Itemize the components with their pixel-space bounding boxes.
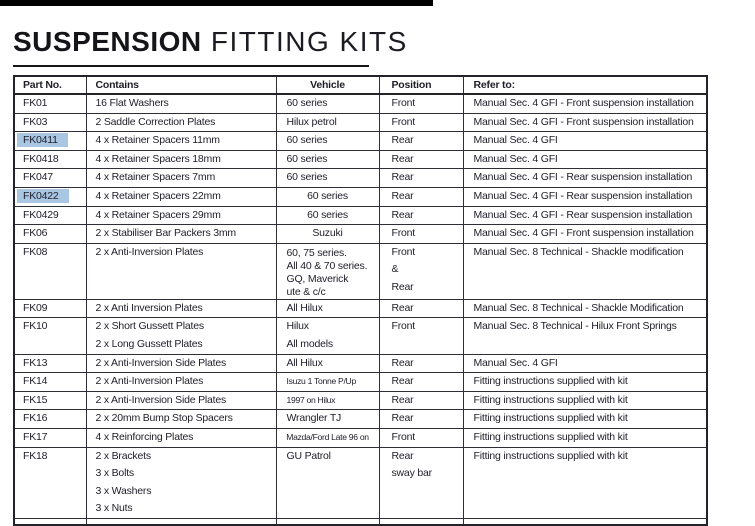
cell-line: Fitting instructions supplied with kit (473, 449, 628, 462)
part-no-text (15, 188, 86, 206)
cell-line: All Hilux (286, 301, 323, 314)
refer-to-cell (463, 187, 707, 206)
header-contains: Contains (86, 76, 276, 94)
refer-to-cell (463, 354, 707, 373)
part-no-text: FK0429 (23, 208, 59, 221)
part-no-text: FK10 (23, 320, 48, 333)
cell-line: 4 x Retainer Spacers 22mm (95, 189, 221, 202)
part-no-cell (14, 373, 86, 392)
table-row (14, 113, 707, 132)
part-no-cell (14, 187, 86, 206)
cell-line: 2 x Long Gussett Plates (95, 337, 203, 350)
table-row (14, 187, 707, 206)
vehicle-cell (276, 169, 379, 188)
vehicle-cell (276, 132, 379, 151)
cell-line: 2 Saddle Correction Plates (95, 115, 216, 128)
vehicle-cell (276, 410, 379, 429)
table-row (14, 410, 707, 429)
part-no-text: FK13 (23, 356, 48, 369)
header-refer-to: Refer to: (463, 76, 707, 94)
cell-line: Rear (391, 280, 414, 293)
part-no-cell (14, 410, 86, 429)
refer-to-cell (463, 447, 707, 518)
cell-line: Rear (391, 189, 414, 202)
contains-cell (86, 169, 276, 188)
cell-line: 2 x Anti Inversion Plates (95, 301, 203, 314)
vehicle-cell (276, 299, 379, 318)
cell-line: 2 x Brackets (95, 449, 151, 462)
empty-cell (86, 518, 276, 525)
cell-line: 60, 75 series. (286, 246, 347, 259)
part-no-text: FK08 (23, 245, 48, 258)
cell-line: Manual Sec. 4 GFI - Rear suspension installation (473, 189, 693, 202)
empty-cell (379, 518, 463, 525)
cell-line: 4 x Retainer Spacers 29mm (95, 208, 221, 221)
cell-line: Manual Sec. 4 GFI - Rear suspension installation (473, 208, 693, 221)
cell-line: ute & c/c (286, 285, 326, 298)
part-no-cell (14, 113, 86, 132)
cell-line: 4 x Retainer Spacers 18mm (95, 152, 221, 165)
vehicle-cell (276, 318, 379, 354)
page-title-bold: SUSPENSION (13, 26, 202, 57)
cell-line: Front (391, 115, 416, 128)
vehicle-cell (276, 354, 379, 373)
cell-line: Hilux petrol (286, 115, 337, 128)
cell-line: Rear (391, 208, 414, 221)
table-row (14, 428, 707, 447)
table-row (14, 150, 707, 169)
vehicle-cell (276, 94, 379, 113)
position-cell (379, 113, 463, 132)
contains-cell (86, 132, 276, 151)
cell-line: 3 x Bolts (95, 467, 134, 480)
part-no-text: FK047 (23, 171, 53, 184)
position-cell (379, 373, 463, 392)
vehicle-cell (276, 225, 379, 244)
cell-line: Front (391, 227, 416, 240)
cell-line: Front (391, 97, 416, 109)
part-no-text: FK01 (23, 97, 48, 109)
contains-cell (86, 447, 276, 518)
table-body (14, 94, 707, 525)
part-no-text: FK18 (23, 449, 48, 462)
cell-line: 60 series (286, 134, 328, 147)
cell-line: 4 x Reinforcing Plates (95, 430, 194, 443)
contains-cell (86, 410, 276, 429)
position-cell (379, 206, 463, 225)
top-black-bar (0, 0, 433, 6)
part-no-cell (14, 391, 86, 410)
cell-line: 4 x Retainer Spacers 7mm (95, 171, 215, 184)
table-row (14, 318, 707, 354)
cell-line: Front (391, 245, 416, 258)
empty-cell (463, 518, 707, 525)
contains-cell (86, 299, 276, 318)
cell-line: Suzuki (312, 227, 343, 240)
refer-to-cell (463, 299, 707, 318)
vehicle-cell (276, 113, 379, 132)
cell-line: 60 series (307, 208, 348, 221)
refer-to-cell (463, 150, 707, 169)
cell-line: 2 x Anti-Inversion Side Plates (95, 393, 227, 406)
contains-cell (86, 150, 276, 169)
refer-to-cell (463, 169, 707, 188)
cell-line: Rear (391, 134, 414, 147)
title-underline (13, 65, 369, 67)
part-no-cell (14, 447, 86, 518)
refer-to-cell (463, 318, 707, 354)
part-no-cell (14, 243, 86, 299)
position-cell (379, 299, 463, 318)
part-no-text: FK0418 (23, 152, 59, 165)
table-row (14, 132, 707, 151)
cell-line: Rear (391, 412, 414, 425)
cell-line: 60 series (307, 189, 348, 202)
page-title (13, 27, 755, 62)
cell-line: Rear (391, 301, 414, 314)
position-cell (379, 169, 463, 188)
cell-line: 60 series (286, 171, 328, 184)
refer-to-cell (463, 206, 707, 225)
table-row (14, 373, 707, 392)
cell-line: Rear (391, 375, 414, 388)
cell-line: Manual Sec. 8 Technical - Hilux Front Springs (473, 320, 677, 333)
refer-to-cell (463, 428, 707, 447)
cell-line: GU Patrol (286, 449, 331, 462)
cell-line: sway bar (391, 467, 432, 480)
cell-line: Manual Sec. 4 GFI - Front suspension installation (473, 227, 694, 240)
part-no-text: FK15 (23, 393, 48, 406)
cell-line: 60 series (286, 97, 328, 109)
vehicle-cell (276, 243, 379, 299)
cell-line: Rear (391, 152, 414, 165)
highlighted-part-no: FK0411 (17, 133, 68, 147)
refer-to-cell (463, 410, 707, 429)
contains-cell (86, 373, 276, 392)
table-row (14, 206, 707, 225)
table-row (14, 94, 707, 113)
vehicle-cell (276, 391, 379, 410)
cell-line: 60 series (286, 152, 328, 165)
position-cell (379, 410, 463, 429)
position-cell (379, 225, 463, 244)
cell-line: & (391, 263, 399, 276)
table-row (14, 447, 707, 518)
vehicle-cell (276, 373, 379, 392)
contains-cell (86, 428, 276, 447)
header-part-no: Part No. (14, 76, 86, 94)
vehicle-cell (276, 150, 379, 169)
cell-line: Fitting instructions supplied with kit (473, 393, 628, 406)
position-cell (379, 150, 463, 169)
header-vehicle: Vehicle (276, 76, 379, 94)
cell-line: 2 x Anti-Inversion Side Plates (95, 356, 227, 369)
part-no-text: FK17 (23, 430, 48, 443)
header-position: Position (379, 76, 463, 94)
cell-line: All 40 & 70 series. (286, 259, 368, 272)
refer-to-cell (463, 243, 707, 299)
cell-line: Manual Sec. 4 GFI - Front suspension installation (473, 115, 694, 128)
position-cell (379, 428, 463, 447)
contains-cell (86, 354, 276, 373)
refer-to-cell (463, 373, 707, 392)
fitting-kits-table (13, 75, 708, 526)
cell-line: Rear (391, 393, 414, 406)
cell-line: Manual Sec. 4 GFI (473, 152, 558, 165)
part-no-text: FK14 (23, 375, 48, 388)
cell-line: Manual Sec. 4 GFI (473, 134, 558, 147)
contains-cell (86, 318, 276, 354)
cell-line: Manual Sec. 8 Technical - Shackle Modification (473, 301, 684, 314)
contains-cell (86, 187, 276, 206)
table-header-row (14, 76, 707, 94)
position-cell (379, 447, 463, 518)
cell-line: All Hilux (286, 356, 323, 369)
cell-line: Front (391, 430, 416, 443)
table-row (14, 354, 707, 373)
table-row (14, 391, 707, 410)
cell-line: Hilux (286, 320, 309, 333)
cell-line: Mazda/Ford Late 96 on (286, 431, 369, 442)
part-no-cell (14, 150, 86, 169)
refer-to-cell (463, 113, 707, 132)
vehicle-cell (276, 187, 379, 206)
cell-line: Manual Sec. 4 GFI - Rear suspension installation (473, 171, 693, 184)
part-no-cell (14, 169, 86, 188)
cell-line: 2 x Stabiliser Bar Packers 3mm (95, 227, 236, 240)
cell-line: Manual Sec. 4 GFI - Front suspension installation (473, 97, 694, 109)
table-row (14, 225, 707, 244)
part-no-cell (14, 225, 86, 244)
part-no-text (15, 132, 86, 150)
position-cell (379, 318, 463, 354)
part-no-text: FK16 (23, 412, 48, 425)
cell-line: Fitting instructions supplied with kit (473, 430, 628, 443)
part-no-text: FK06 (23, 227, 48, 240)
cell-line: Fitting instructions supplied with kit (473, 412, 628, 425)
part-no-text: FK03 (23, 115, 48, 128)
contains-cell (86, 243, 276, 299)
refer-to-cell (463, 132, 707, 151)
cell-line: Rear (391, 171, 414, 184)
part-no-cell (14, 299, 86, 318)
contains-cell (86, 113, 276, 132)
vehicle-cell (276, 206, 379, 225)
position-cell (379, 132, 463, 151)
position-cell (379, 243, 463, 299)
part-no-cell (14, 354, 86, 373)
empty-cell (276, 518, 379, 525)
page-title-light: FITTING KITS (201, 26, 408, 57)
cell-line: Wrangler TJ (286, 412, 342, 425)
cell-line: Isuzu 1 Tonne P/Up (286, 376, 356, 387)
position-cell (379, 94, 463, 113)
empty-cell (14, 518, 86, 525)
part-no-cell (14, 206, 86, 225)
contains-cell (86, 225, 276, 244)
part-no-text: FK09 (23, 301, 48, 314)
table-row (14, 243, 707, 299)
refer-to-cell (463, 225, 707, 244)
cell-line: 2 x 20mm Bump Stop Spacers (95, 412, 233, 425)
cell-line: 4 x Retainer Spacers 11mm (95, 134, 220, 147)
part-no-cell (14, 428, 86, 447)
cell-line: All models (286, 337, 333, 350)
position-cell (379, 391, 463, 410)
cell-line: Fitting instructions supplied with kit (473, 375, 628, 388)
cell-line: 2 x Short Gussett Plates (95, 320, 204, 333)
part-no-cell (14, 132, 86, 151)
part-no-cell (14, 318, 86, 354)
cell-line: Front (391, 320, 416, 333)
cell-line: 1997 on Hilux (286, 394, 336, 405)
clipped-empty-row (14, 518, 707, 525)
table-row (14, 299, 707, 318)
vehicle-cell (276, 447, 379, 518)
vehicle-cell (276, 428, 379, 447)
cell-line: 3 x Washers (95, 484, 152, 497)
table-row (14, 169, 707, 188)
cell-line: Rear (391, 356, 414, 369)
cell-line: 3 x Nuts (95, 502, 133, 515)
refer-to-cell (463, 391, 707, 410)
part-no-cell (14, 94, 86, 113)
cell-line: 2 x Anti-Inversion Plates (95, 245, 204, 258)
position-cell (379, 354, 463, 373)
cell-line: Manual Sec. 8 Technical - Shackle modification (473, 245, 684, 258)
contains-cell (86, 94, 276, 113)
cell-line: 2 x Anti-Inversion Plates (95, 375, 204, 388)
cell-line: Manual Sec. 4 GFI (473, 356, 558, 369)
contains-cell (86, 391, 276, 410)
position-cell (379, 187, 463, 206)
cell-line: GQ, Maverick (286, 272, 349, 285)
refer-to-cell (463, 94, 707, 113)
cell-line: Rear (391, 449, 414, 462)
cell-line: 16 Flat Washers (95, 97, 169, 109)
contains-cell (86, 206, 276, 225)
highlighted-part-no: FK0422 (17, 189, 69, 203)
